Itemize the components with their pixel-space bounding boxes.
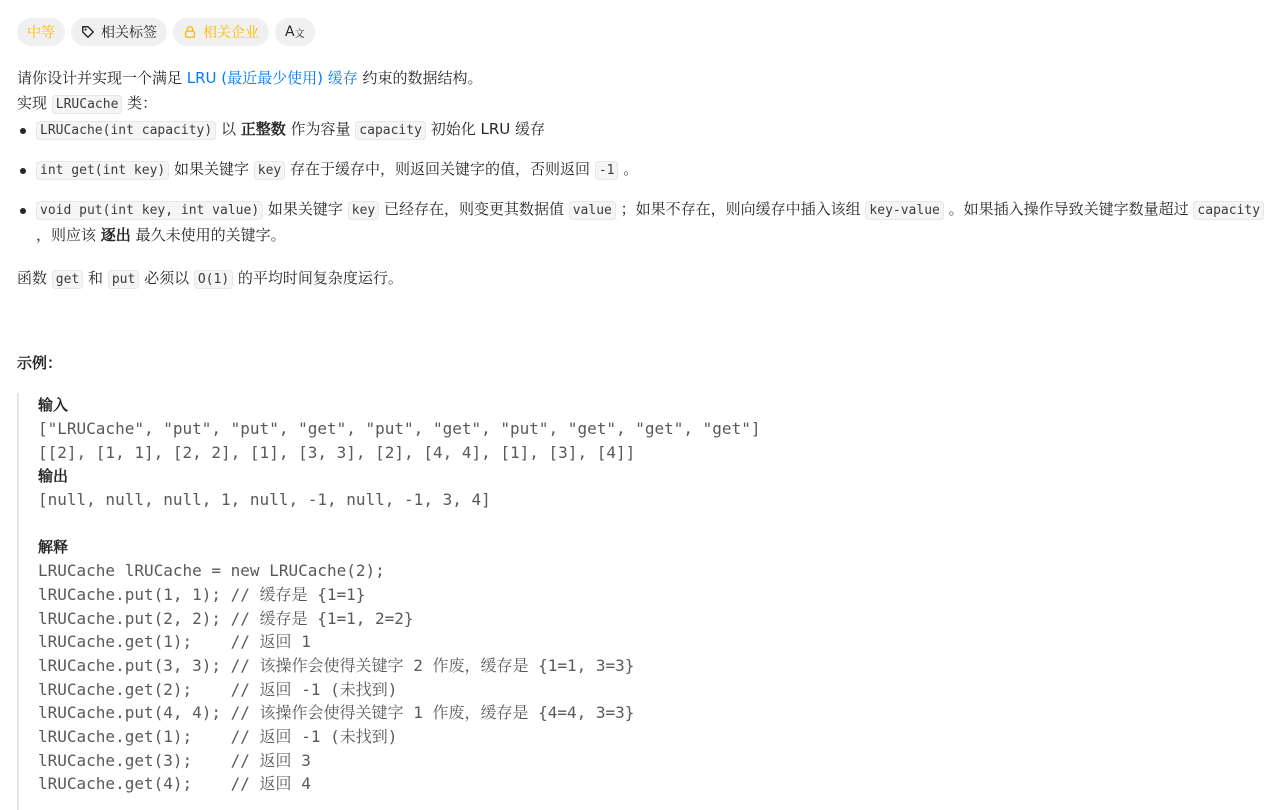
explain-line: lRUCache.get(4); // 返回 4 — [38, 774, 311, 794]
inline-code: get — [52, 270, 83, 289]
bold-text: 逐出 — [100, 226, 131, 244]
lru-cache-link[interactable]: LRU (最近最少使用) 缓存 — [186, 69, 358, 87]
example-block — [17, 393, 1257, 810]
bullet-text: 如果关键字 — [169, 160, 254, 178]
explain-line: lRUCache.get(1); // 返回 -1 (未找到) — [38, 727, 398, 747]
inline-code: int get(int key) — [36, 161, 169, 180]
inline-code: value — [569, 201, 616, 220]
implement-text-suffix: 类： — [122, 94, 158, 112]
inline-code: put — [108, 270, 139, 289]
list-item — [17, 117, 1267, 143]
explain-line: lRUCache.get(2); // 返回 -1 (未找到) — [38, 679, 398, 699]
bullet-text: 存在于缓存中，则返回关键字的值，否则返回 — [285, 160, 595, 178]
explain-line: lRUCache.get(1); // 返回 1 — [38, 632, 311, 652]
font-size-button[interactable] — [275, 18, 315, 46]
explain-line: LRUCache lRUCache = new LRUCache(2); — [38, 561, 385, 581]
intro-paragraph — [17, 66, 1267, 91]
complexity-text: 的平均时间复杂度运行。 — [233, 269, 403, 287]
bold-text: 正整数 — [240, 120, 286, 138]
list-item — [17, 197, 1267, 248]
bullet-text: 。如果插入操作导致关键字数量超过 — [943, 200, 1194, 218]
inline-code: capacity — [355, 121, 426, 140]
explain-line: lRUCache.put(2, 2); // 缓存是 {1=1, 2=2} — [38, 608, 414, 628]
tag-bar — [17, 18, 315, 46]
difficulty-badge — [17, 18, 65, 46]
inline-code: LRUCache — [52, 95, 123, 114]
explain-line: lRUCache.put(4, 4); // 该操作会使得关键字 1 作废，缓存是 {4=4, 3=3} — [38, 703, 635, 723]
output-line: [null, null, null, 1, null, -1, null, -1, 3, 4] — [38, 490, 491, 510]
related-companies-button[interactable] — [173, 18, 269, 46]
complexity-text: 函数 — [17, 269, 52, 287]
example-title: 示例： — [17, 354, 63, 372]
explain-label: 解释 — [38, 538, 69, 557]
input-line: [[2], [1, 1], [2, 2], [1], [3, 3], [2], [4, 4], [1], [3], [4]] — [38, 442, 636, 462]
description-body — [17, 66, 1267, 292]
related-companies-label: 相关企业 — [203, 25, 259, 41]
lock-icon — [183, 25, 197, 39]
inline-code: key-value — [865, 201, 943, 220]
intro-text: 请你设计并实现一个满足 — [17, 69, 187, 87]
explain-line: lRUCache.get(3); // 返回 3 — [38, 750, 311, 770]
related-tags-button[interactable] — [71, 18, 167, 46]
inline-code: O(1) — [194, 270, 233, 289]
difficulty-label: 中等 — [27, 25, 55, 41]
method-list — [17, 117, 1267, 248]
output-label: 输出 — [38, 467, 69, 486]
implement-paragraph — [17, 91, 1267, 117]
complexity-text: 和 — [83, 269, 108, 287]
inline-code: capacity — [1193, 201, 1264, 220]
bullet-text: 初始化 LRU 缓存 — [425, 120, 545, 138]
related-tags-label: 相关标签 — [101, 25, 157, 41]
bullet-text: 。 — [618, 160, 639, 178]
list-item — [17, 157, 1267, 183]
font-size-icon: A文 — [285, 24, 305, 40]
spacer — [38, 512, 1257, 535]
input-label: 输入 — [38, 396, 69, 414]
explain-line: lRUCache.put(3, 3); // 该操作会使得关键字 2 作废，缓存是 {1=1, 3=3} — [38, 655, 635, 675]
tag-icon — [81, 25, 95, 39]
bullet-text: ；如果不存在，则向缓存中插入该组 — [615, 200, 866, 218]
inline-code: key — [254, 161, 285, 180]
input-line: ["LRUCache", "put", "put", "get", "put", "get", "put", "get", "get", "get"] — [38, 419, 761, 438]
bullet-text: 最久未使用的关键字。 — [130, 226, 286, 244]
implement-text: 实现 — [17, 94, 52, 112]
bullet-text: 作为容量 — [285, 120, 356, 138]
inline-code: key — [348, 201, 379, 220]
inline-code: -1 — [595, 161, 619, 180]
intro-text-suffix: 约束的数据结构。 — [357, 69, 483, 87]
complexity-text: 必须以 — [139, 269, 194, 287]
bullet-text: 以 — [216, 120, 241, 138]
inline-code: void put(int key, int value) — [36, 201, 263, 220]
bullet-text: ，则应该 — [36, 226, 101, 244]
inline-code: LRUCache(int capacity) — [36, 121, 216, 140]
bullet-text: 如果关键字 — [263, 200, 348, 218]
explain-line: lRUCache.put(1, 1); // 缓存是 {1=1} — [38, 584, 366, 604]
bullet-text: 已经存在，则变更其数据值 — [379, 200, 569, 218]
complexity-paragraph — [17, 266, 1267, 292]
